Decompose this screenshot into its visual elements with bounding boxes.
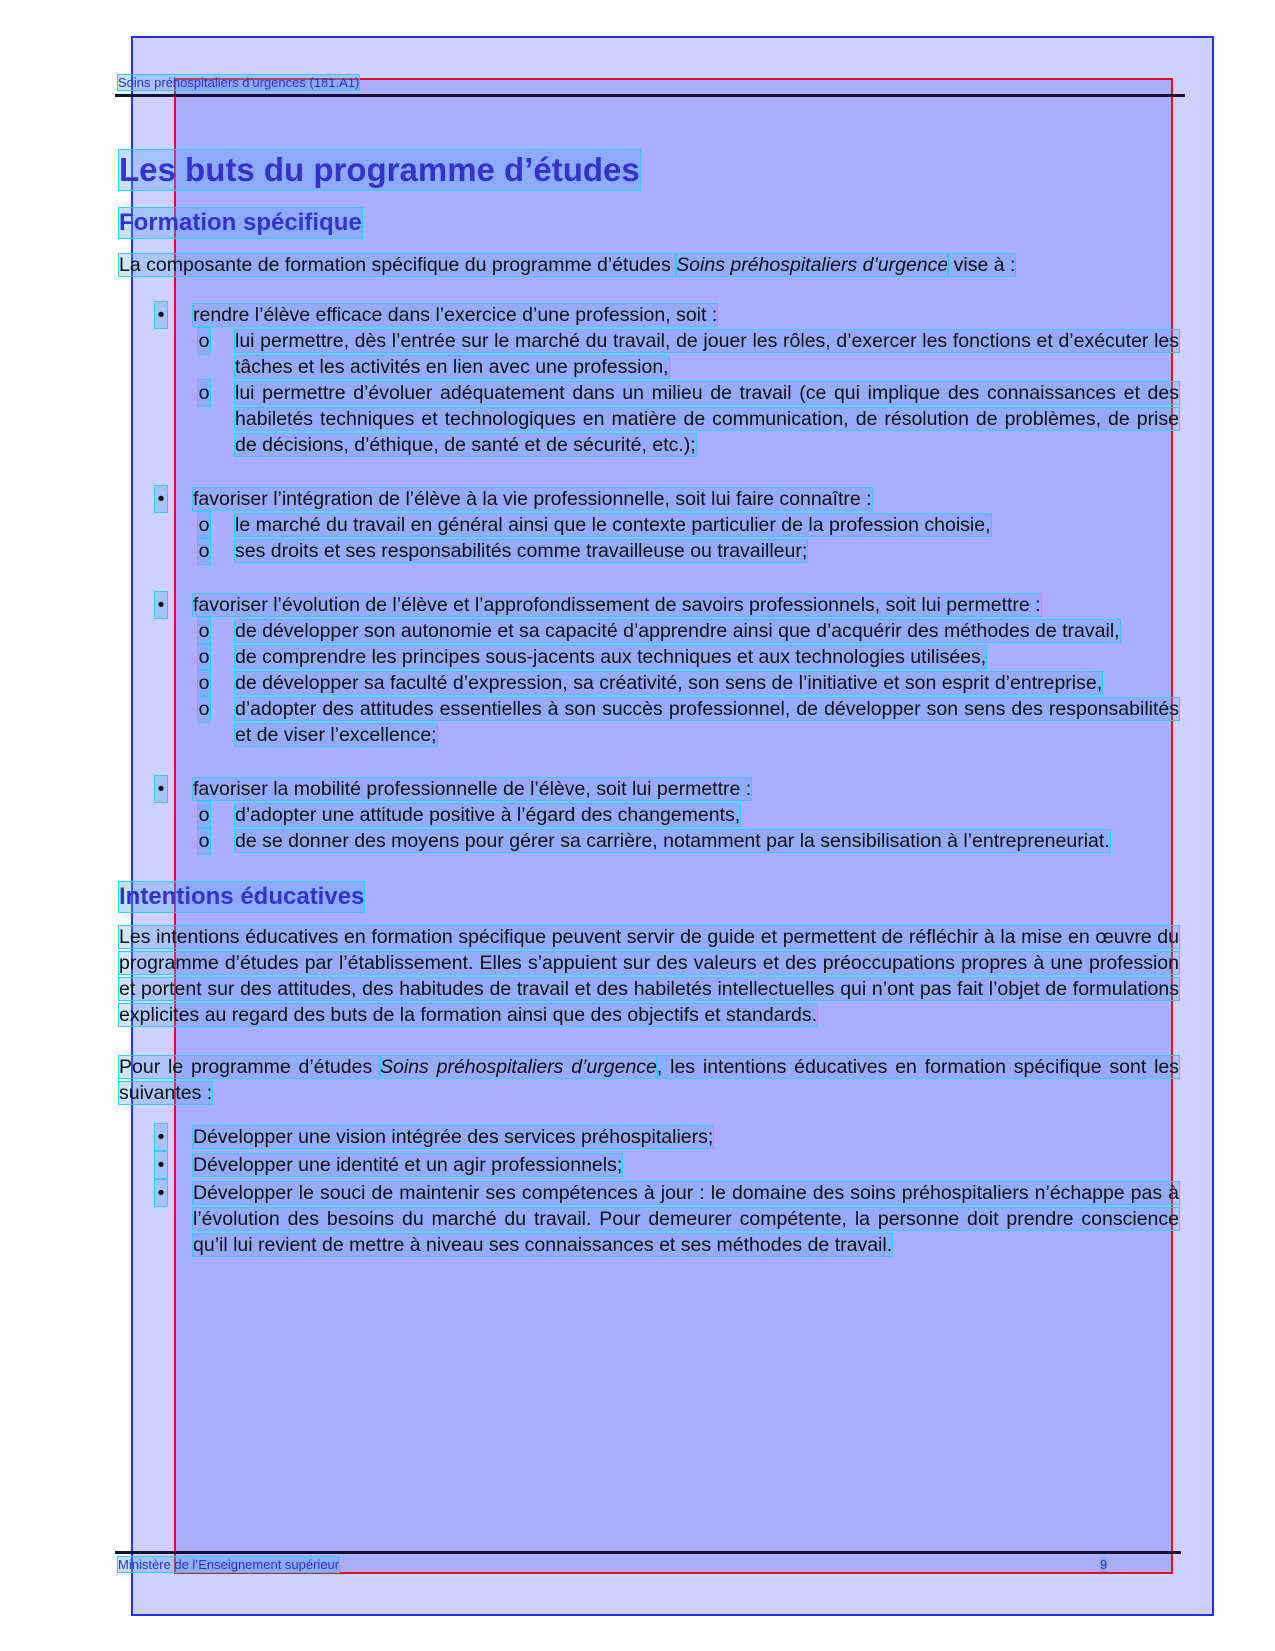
list-item — [119, 1180, 1179, 1258]
sub-goal-text: ses droits et ses responsabilités comme travailleuse ou travailleur; — [235, 540, 808, 562]
running-header: Soins préhospitaliers d’urgences (181.A1) — [118, 75, 360, 90]
sub-goal-text: d’adopter des attitudes essentielles à son succès professionnel, de développer son sens des responsabilités et de viser l’excellence; — [235, 698, 1179, 746]
goals-list — [119, 302, 1179, 854]
sub-goals-list — [119, 512, 1179, 564]
footer-rule — [115, 1551, 1181, 1554]
intention-text: Développer le souci de maintenir ses compétences à jour : le domaine des soins préhospitaliers n’échappe pas à l’évolution des besoins du marché du travail. Pour demeurer compétente, la personne doit prendre conscience qu’il lui revient de mettre à niveau ses connaissances et ses méthodes de travail. — [193, 1182, 1179, 1256]
intentions-list — [119, 1124, 1179, 1258]
goal-text: favoriser l’intégration de l’élève à la vie professionnelle, soit lui faire connaître : — [193, 488, 872, 510]
intro-paragraph — [119, 252, 1179, 278]
sub-goals-list — [119, 328, 1179, 458]
list-item — [119, 328, 1179, 380]
list-item — [119, 670, 1179, 696]
intentions-text: Les intentions éducatives en formation spécifique peuvent servir de guide et permettent de réfléchir à la mise en œuvre du programme d’études par l’établissement. Elles s’appuient sur des valeurs et des préoccupations propres à une profession et portent sur des attitudes, des habitudes de travail et des habiletés intellectuelles qui n’ont pas fait l’objet de formulations explicites au regard des buts de la formation ainsi que des objectifs et standards. — [119, 926, 1179, 1026]
list-item — [119, 486, 1179, 564]
list-item — [119, 512, 1179, 538]
list-item — [119, 828, 1179, 854]
list-item — [119, 1152, 1179, 1178]
section-heading-wrap-1 — [119, 208, 1179, 238]
sub-goals-list — [119, 618, 1179, 748]
header-rule — [115, 94, 1185, 97]
sub-goal-text: de développer sa faculté d’expression, sa créativité, son sens de l’initiative et son esprit d’entreprise, — [235, 672, 1103, 694]
goal-text: favoriser la mobilité professionnelle de l’élève, soit lui permettre : — [193, 778, 752, 800]
intro-text-after: vise à : — [948, 254, 1016, 276]
page-number: 9 — [1100, 1557, 1108, 1572]
title-wrap — [119, 150, 1179, 190]
intentions-intro-paragraph — [119, 1054, 1179, 1106]
sub-goals-list — [119, 802, 1179, 854]
sub-goal-text: le marché du travail en général ainsi que le contexte particulier de la profession choisie, — [235, 514, 991, 536]
sub-goal-text: de développer son autonomie et sa capacité d’apprendre ainsi que d’acquérir des méthodes de travail, — [235, 620, 1120, 642]
list-item — [119, 618, 1179, 644]
intention-text: Développer une identité et un agir professionnels; — [193, 1154, 623, 1176]
sub-goal-text: lui permettre, dès l’entrée sur le marché du travail, de jouer les rôles, d’exercer les fonctions et d’exécuter les tâches et les activités en lien avec une profession, — [235, 330, 1179, 378]
main-content — [119, 148, 1179, 1258]
intention-text: Développer une vision intégrée des services préhospitaliers; — [193, 1126, 714, 1148]
list-item — [119, 380, 1179, 458]
sub-goal-text: de se donner des moyens pour gérer sa carrière, notamment par la sensibilisation à l’entrepreneuriat. — [235, 830, 1110, 852]
intentions-program-name: Soins préhospitaliers d’urgence — [380, 1056, 657, 1078]
section-heading-intentions: Intentions éducatives — [119, 883, 365, 910]
list-item — [119, 776, 1179, 854]
sub-goal-text: d’adopter une attitude positive à l’égard des changements, — [235, 804, 741, 826]
list-item — [119, 302, 1179, 458]
page-title: Les buts du programme d’études — [119, 151, 640, 188]
footer-ministry: Ministère de l’Enseignement supérieur — [118, 1557, 340, 1572]
list-item — [119, 802, 1179, 828]
intentions-paragraph — [119, 924, 1179, 1028]
list-item — [119, 538, 1179, 564]
intentions-intro-before: Pour le programme d’études — [119, 1056, 381, 1078]
sub-goal-text: de comprendre les principes sous-jacents aux techniques et aux technologies utilisées, — [235, 646, 987, 668]
list-item — [119, 696, 1179, 748]
list-item — [119, 592, 1179, 748]
intro-program-name: Soins préhospitaliers d’urgence — [676, 254, 949, 276]
intro-text-before: La composante de formation spécifique du programme d’études — [119, 254, 677, 276]
goal-text: rendre l’élève efficace dans l’exercice d’une profession, soit : — [193, 304, 718, 326]
list-item — [119, 644, 1179, 670]
section-heading-wrap-2 — [119, 882, 1179, 912]
section-heading-formation: Formation spécifique — [119, 209, 362, 236]
sub-goal-text: lui permettre d’évoluer adéquatement dans un milieu de travail (ce qui implique des connaissances et des habiletés techniques et technologiques en matière de communication, de résolution de problèmes, de prise de décisions, d’éthique, de santé et de sécurité, etc.); — [235, 382, 1179, 456]
list-item — [119, 1124, 1179, 1150]
intentions-intro-after: , les intentions éducatives en formation spécifique sont les suivantes : — [119, 1056, 1179, 1104]
goal-text: favoriser l’évolution de l’élève et l’approfondissement de savoirs professionnels, soit lui permettre : — [193, 594, 1041, 616]
